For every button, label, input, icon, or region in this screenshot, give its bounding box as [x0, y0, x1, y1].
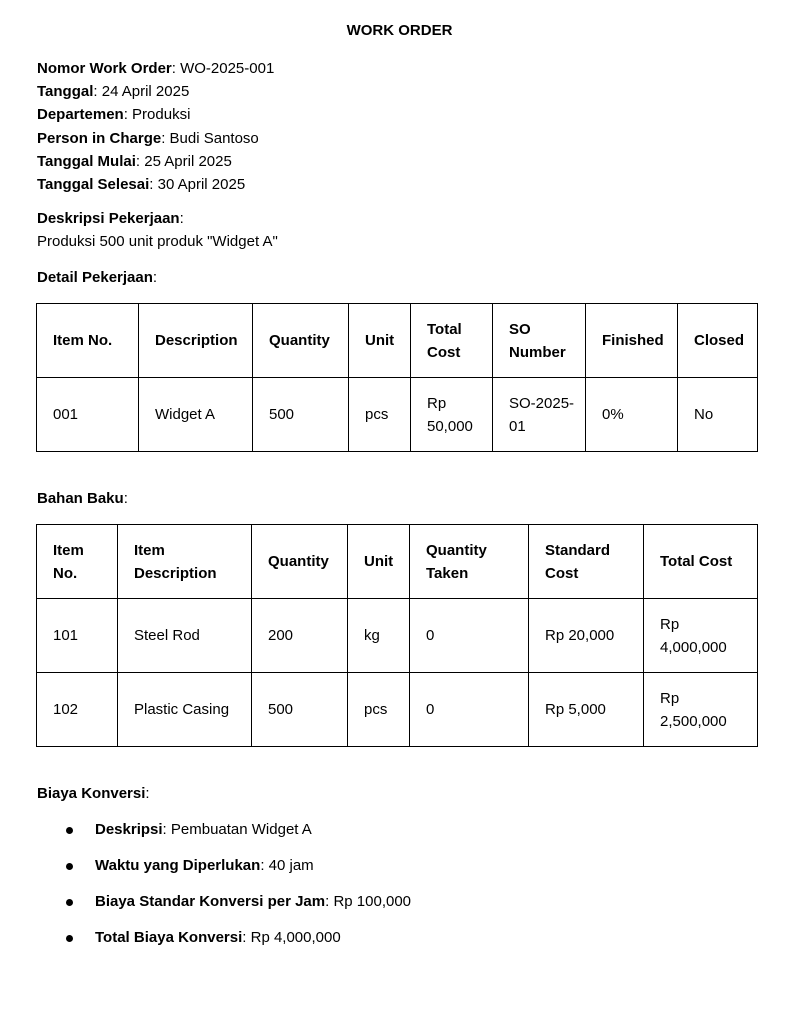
list-item — [37, 926, 411, 962]
work-detail-colon: : — [152, 269, 158, 286]
column-header: Quantity Taken — [410, 525, 529, 599]
table-cell: 0 — [410, 673, 529, 747]
document-title: WORK ORDER — [346, 22, 453, 39]
info-label: Departemen — [37, 106, 124, 124]
info-label: Tanggal Selesai — [37, 176, 150, 194]
materials-heading — [37, 490, 128, 507]
table-cell: 500 — [252, 673, 348, 747]
info-label: Tanggal Mulai — [37, 152, 136, 170]
info-row-department — [37, 103, 274, 126]
list-item — [37, 818, 411, 854]
table-cell: Rp 50,000 — [411, 378, 493, 452]
description-colon: : — [179, 210, 184, 227]
column-header: Item No. — [37, 525, 118, 599]
materials-label: Bahan Baku — [37, 490, 124, 507]
info-row-start-date — [37, 150, 274, 173]
work-detail-table — [36, 303, 758, 452]
table-cell: Rp 4,000,000 — [644, 599, 758, 673]
info-label: Nomor Work Order — [37, 60, 172, 77]
conversion-colon: : — [145, 785, 150, 802]
info-row-person-in-charge — [37, 127, 274, 150]
table-cell: kg — [348, 599, 410, 673]
list-item-label: Waktu yang Diperlukan — [95, 857, 261, 874]
list-item-value: : Pembuatan Widget A — [162, 821, 312, 838]
table-cell: SO-2025-01 — [493, 378, 586, 452]
list-item-label: Biaya Standar Konversi per Jam — [95, 893, 326, 910]
table-cell: Plastic Casing — [118, 673, 252, 747]
bullet-icon — [66, 899, 73, 906]
column-header: Unit — [349, 304, 411, 378]
column-header: Total Cost — [644, 525, 758, 599]
table-row — [37, 673, 758, 747]
column-header: Quantity — [252, 525, 348, 599]
conversion-list — [37, 818, 411, 962]
table-cell: 102 — [37, 673, 118, 747]
column-header: Finished — [586, 304, 678, 378]
table-header-row — [37, 304, 758, 378]
column-header: Standard Cost — [529, 525, 644, 599]
table-cell: 0% — [586, 378, 678, 452]
list-item-label: Total Biaya Konversi — [95, 929, 243, 946]
list-item-value: : Rp 100,000 — [325, 893, 412, 910]
table-cell: 001 — [37, 378, 139, 452]
column-header: Unit — [348, 525, 410, 599]
info-value: : 30 April 2025 — [149, 176, 246, 194]
column-header: SO Number — [493, 304, 586, 378]
info-row-date — [37, 80, 274, 103]
table-cell: pcs — [348, 673, 410, 747]
table-cell: Widget A — [139, 378, 253, 452]
column-header: Closed — [678, 304, 758, 378]
info-value: : 25 April 2025 — [135, 152, 232, 170]
info-row-work-order-number — [37, 57, 274, 80]
table-row — [37, 378, 758, 452]
info-row-end-date — [37, 173, 274, 196]
work-detail-heading — [37, 269, 157, 286]
work-order-info — [37, 57, 274, 196]
column-header: Total Cost — [411, 304, 493, 378]
table-cell: 500 — [253, 378, 349, 452]
description-heading — [37, 210, 184, 227]
materials-colon: : — [123, 490, 128, 507]
list-item-label: Deskripsi — [95, 821, 163, 838]
column-header: Description — [139, 304, 253, 378]
work-detail-label: Detail Pekerjaan — [37, 269, 153, 286]
list-item-value: : 40 jam — [260, 857, 314, 874]
column-header: Quantity — [253, 304, 349, 378]
list-item-value: : Rp 4,000,000 — [242, 929, 341, 946]
conversion-heading — [37, 785, 150, 802]
table-cell: 200 — [252, 599, 348, 673]
bullet-icon — [66, 935, 73, 942]
list-item — [37, 890, 411, 926]
info-value: : Budi Santoso — [161, 129, 259, 147]
table-header-row — [37, 525, 758, 599]
description-label: Deskripsi Pekerjaan — [37, 210, 180, 227]
list-item — [37, 854, 411, 890]
column-header: Item Description — [118, 525, 252, 599]
table-cell: Rp 20,000 — [529, 599, 644, 673]
table-cell: 101 — [37, 599, 118, 673]
info-value: : WO-2025-001 — [171, 60, 275, 77]
info-label: Person in Charge — [37, 129, 162, 147]
description-text: Produksi 500 unit produk "Widget A" — [37, 233, 278, 250]
table-cell: 0 — [410, 599, 529, 673]
table-row — [37, 599, 758, 673]
table-cell: Rp 5,000 — [529, 673, 644, 747]
column-header: Item No. — [37, 304, 139, 378]
info-value: : 24 April 2025 — [93, 83, 190, 101]
table-cell: Rp 2,500,000 — [644, 673, 758, 747]
materials-table — [36, 524, 758, 747]
bullet-icon — [66, 827, 73, 834]
info-label: Tanggal — [37, 83, 94, 101]
bullet-icon — [66, 863, 73, 870]
table-cell: No — [678, 378, 758, 452]
conversion-label: Biaya Konversi — [37, 785, 146, 802]
table-cell: Steel Rod — [118, 599, 252, 673]
info-value: : Produksi — [123, 106, 191, 124]
table-cell: pcs — [349, 378, 411, 452]
